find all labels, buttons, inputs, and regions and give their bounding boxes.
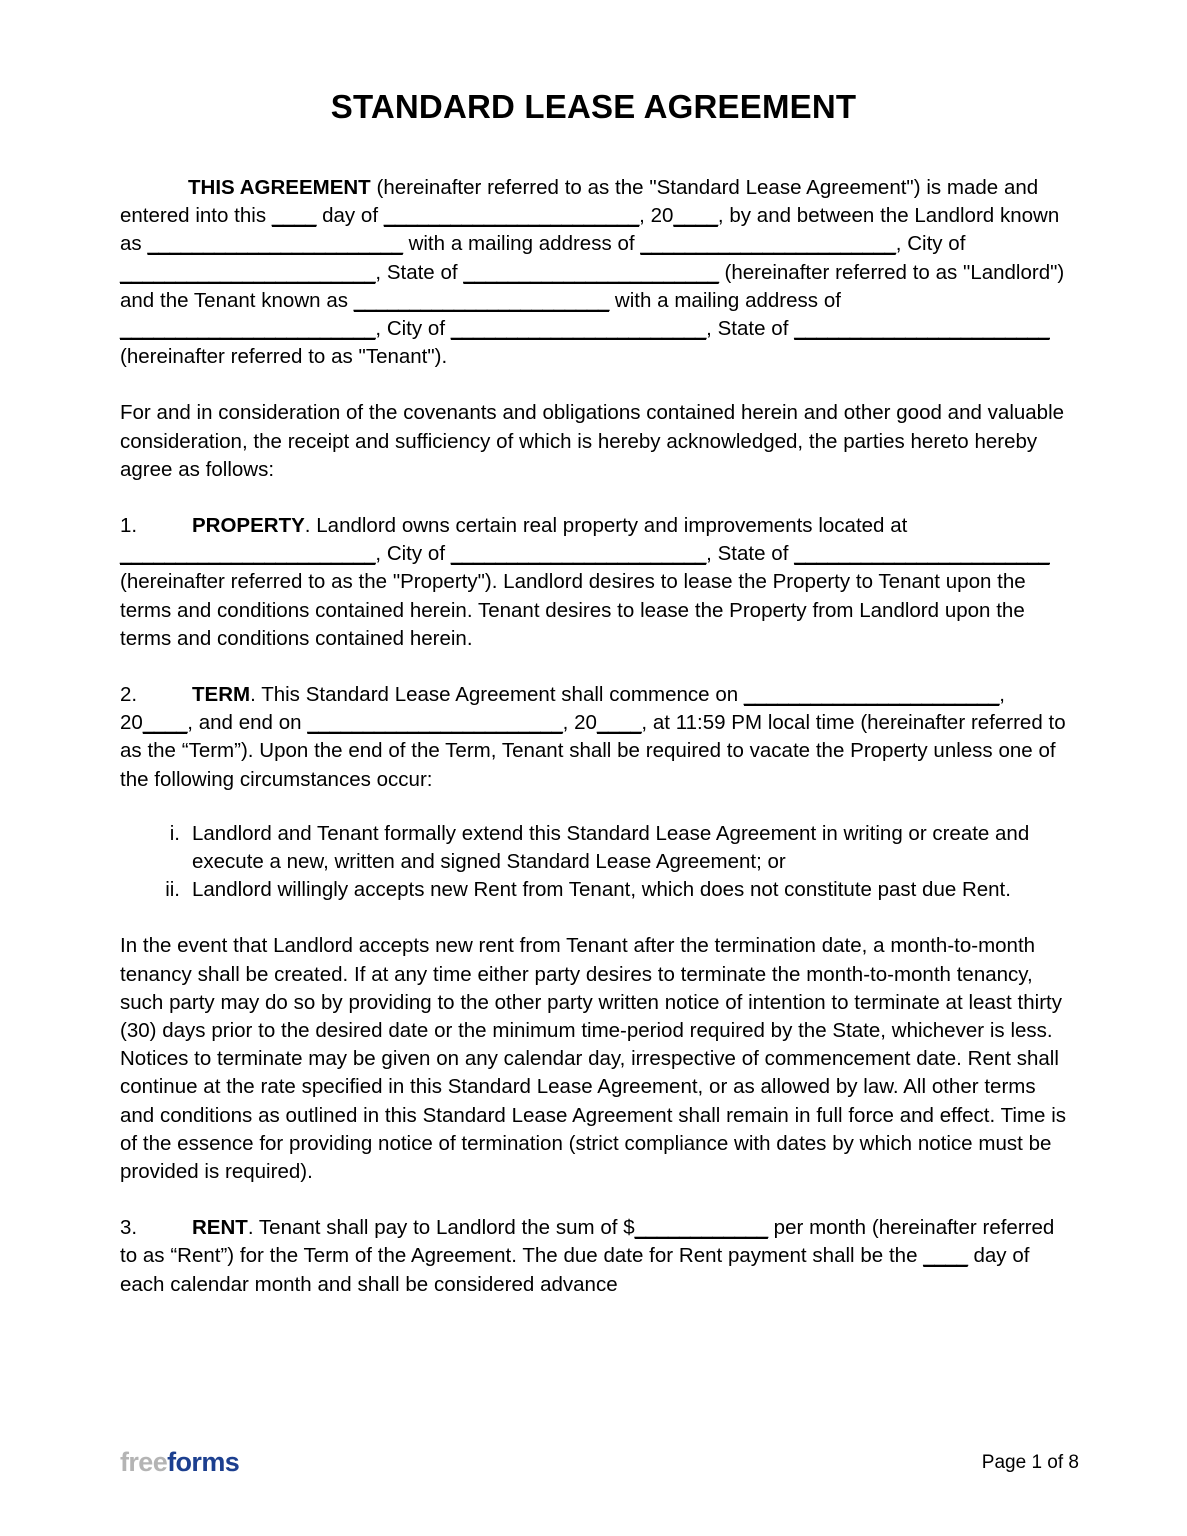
blank-property-city-field[interactable]: _______________________ — [450, 542, 707, 566]
page-title: STANDARD LEASE AGREEMENT — [330, 88, 857, 125]
blank-term-start-year-field[interactable]: ____ — [142, 711, 188, 735]
list-marker: i. — [169, 821, 180, 845]
intro-text-7: , State of — [375, 260, 464, 284]
list-item-text: Landlord and Tenant formally extend this Standard Lease Agreement in writing or create and execute a new, written and signed Standard Lease Agreement; or — [192, 821, 1030, 873]
section-property — [120, 512, 1067, 653]
section-rent — [120, 1214, 1067, 1299]
section-number-term: 2. — [120, 682, 138, 706]
term-text-3: , and end on — [187, 711, 308, 735]
intro-text-9: with a mailing address of — [609, 288, 841, 312]
rent-text-2: per month (hereinafter referred to as “Rent”) for the Term of the Agreement. The due date for Rent payment shall be the — [120, 1216, 1055, 1268]
property-text-3: , State of — [706, 542, 795, 566]
section-heading-rent: RENT — [192, 1216, 248, 1240]
intro-text-1: (hereinafter referred to as the "Standard Lease Agreement") is made and entered into this — [120, 175, 1039, 228]
blank-rent-amount-field[interactable]: ____________ — [634, 1216, 768, 1240]
section-heading-property: PROPERTY — [192, 513, 305, 537]
spacer — [120, 904, 1067, 932]
list-item-text: Landlord willingly accepts new Rent from Tenant, which does not constitute past due Rent. — [192, 878, 1011, 902]
spacer — [120, 371, 1067, 399]
blank-term-end-field[interactable]: _______________________ — [307, 711, 563, 735]
blank-tenant-address-field[interactable]: _______________________ — [120, 316, 376, 340]
blank-term-start-field[interactable]: _______________________ — [743, 682, 1000, 706]
consideration-paragraph: For and in consideration of the covenants and obligations contained herein and other good and valuable consideration, the receipt and sufficiency of which is hereby acknowledged, the parties hereto hereby agree as follows: — [120, 401, 1065, 481]
property-text-4: (hereinafter referred to as the "Property"). Landlord desires to lease the Property to Tenant upon the terms and conditions contained herein. Tenant desires to lease the Property from Landlord upon the terms and conditions contained herein. — [120, 570, 1026, 650]
term-text-1: . This Standard Lease Agreement shall commence on — [250, 682, 744, 706]
term-text-4: , 20 — [562, 711, 597, 735]
blank-landlord-address-field[interactable]: _______________________ — [640, 232, 896, 256]
term-text-2: , 20 — [120, 682, 1005, 735]
property-text-2: , City of — [375, 542, 451, 566]
intro-text-4: , by and between the Landlord known as — [120, 204, 1060, 256]
blank-landlord-state-field[interactable]: _______________________ — [463, 260, 719, 284]
blank-term-end-year-field[interactable]: ____ — [596, 711, 642, 735]
spacer — [120, 484, 1067, 512]
intro-text-10: , City of — [375, 316, 451, 340]
blank-rent-due-day-field[interactable]: ____ — [923, 1244, 968, 1268]
intro-text-12: (hereinafter referred to as "Tenant"). — [120, 345, 448, 369]
list-marker: ii. — [165, 878, 180, 902]
intro-text-6: , City of — [895, 232, 966, 256]
list-item — [120, 876, 1067, 904]
term-conditions-list — [120, 820, 1067, 905]
blank-landlord-city-field[interactable]: _______________________ — [120, 260, 376, 284]
freeforms-logo — [120, 1449, 239, 1476]
section-number-rent: 3. — [120, 1216, 138, 1240]
blank-tenant-name-field[interactable]: _______________________ — [353, 288, 610, 312]
logo-text-free: free — [120, 1447, 168, 1477]
section-heading-term: TERM — [192, 682, 251, 706]
logo-text-forms: forms — [167, 1447, 240, 1477]
this-agreement-label: THIS AGREEMENT — [188, 175, 371, 199]
blank-tenant-state-field[interactable]: _______________________ — [794, 316, 1050, 340]
section-number-property: 1. — [120, 513, 138, 537]
term-text-5: , at 11:59 PM local time (hereinafter referred to as the “Term”). Upon the end of the Term, Tenant shall be required to vacate the Property unless one of the following circumstances occur: — [120, 711, 1066, 791]
blank-property-address-field[interactable]: _______________________ — [120, 542, 376, 566]
blank-tenant-city-field[interactable]: _______________________ — [450, 316, 707, 340]
property-text-1: . Landlord owns certain real property and improvements located at — [304, 513, 908, 537]
spacer — [120, 794, 1067, 820]
blank-landlord-name-field[interactable]: _______________________ — [147, 232, 403, 256]
page-number: Page 1 of 8 — [981, 1451, 1079, 1473]
intro-text-2: day of — [316, 204, 384, 228]
holdover-paragraph: In the event that Landlord accepts new rent from Tenant after the termination date, a month-to-month tenancy shall be created. If at any time either party desires to terminate the month-to-month tenancy, such party may do so by providing to the other party written notice of intention to terminate at least thirty (30) days prior to the desired date or the minimum time-period required by the State, whichever is less. Notices to terminate may be given on any calendar day, irrespective of commencement date. Rent shall continue at the rate specified in this Standard Lease Agreement, or as allowed by law. All other terms and conditions as outlined in this Standard Lease Agreement shall remain in full force and effect. Time is of the essence for providing notice of termination (strict compliance with dates by which notice must be provided is required). — [120, 934, 1067, 1184]
rent-text-3: day of each calendar month and shall be considered advance — [120, 1244, 1030, 1296]
intro-text-5: with a mailing address of — [402, 232, 641, 256]
blank-year-field[interactable]: ____ — [673, 204, 718, 228]
blank-month-field[interactable]: _______________________ — [383, 204, 640, 228]
blank-property-state-field[interactable]: _______________________ — [794, 542, 1050, 566]
spacer — [120, 1186, 1067, 1214]
blank-day-field[interactable]: ____ — [271, 204, 317, 228]
intro-text-3: , 20 — [639, 204, 674, 228]
intro-text-11: , State of — [706, 316, 795, 340]
rent-text-1: . Tenant shall pay to Landlord the sum of $ — [247, 1216, 635, 1240]
page-footer — [120, 1449, 1079, 1476]
spacer — [120, 653, 1067, 681]
intro-text-8: (hereinafter referred to as "Landlord") and the Tenant known as — [120, 260, 1065, 312]
intro-paragraph — [120, 174, 1067, 371]
list-item — [120, 820, 1067, 876]
section-term — [120, 681, 1067, 794]
